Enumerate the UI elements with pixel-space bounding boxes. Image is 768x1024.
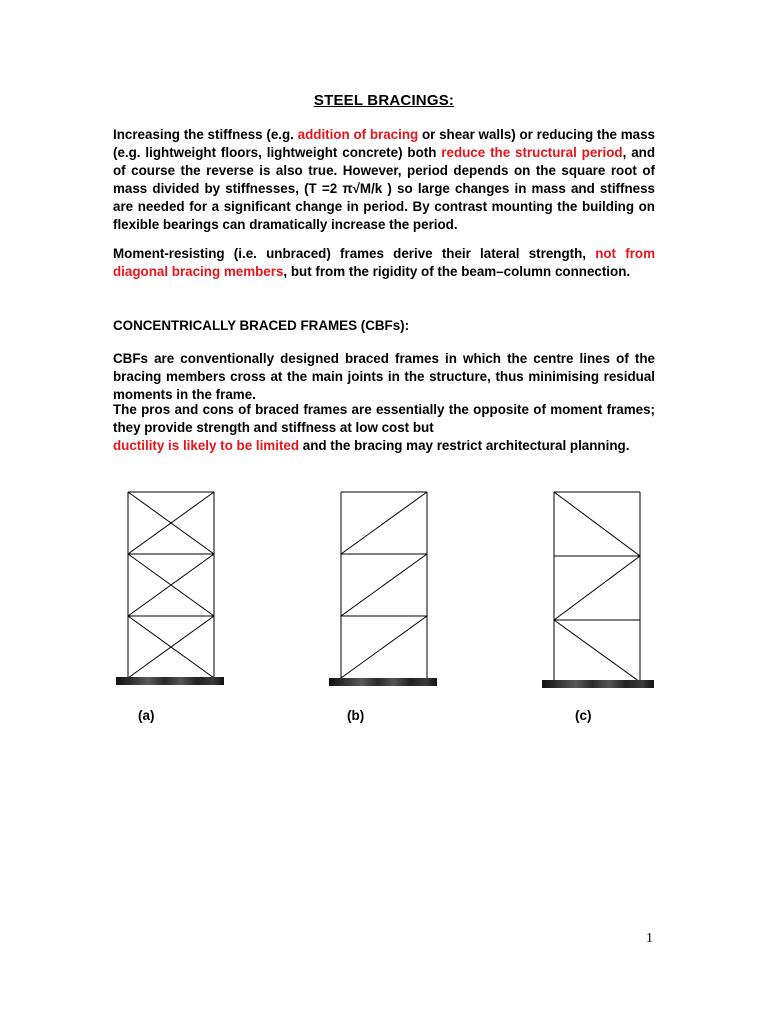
frame-c-brace — [554, 492, 640, 556]
frame-c-brace — [554, 556, 640, 620]
figure-caption-a: (a) — [138, 708, 155, 723]
intro-text-2: or shear walls) or reducing the mass (e.g. lightweight floors, lightweight concrete) both — [113, 127, 655, 161]
ductility-highlight: ductility is likely to be limited — [113, 438, 300, 453]
moment-text-2: , but from the rigidity of the beam–column connection. — [283, 264, 631, 280]
ductility-text: and the bracing may restrict architectural planning. — [299, 438, 630, 453]
intro-text-1: Increasing the stiffness (e.g. — [113, 127, 298, 142]
intro-highlight-bracing: addition of bracing — [297, 127, 419, 142]
intro-highlight-period: reduce the structural period — [441, 145, 623, 161]
frame-a-base — [116, 677, 224, 685]
frame-c-base — [542, 680, 654, 688]
frame-b-single-diagonal — [341, 492, 427, 680]
moment-highlight: not from diagonal bracing members — [113, 246, 655, 280]
frame-c-brace — [554, 620, 640, 682]
frame-c-zigzag-diagonal — [554, 492, 640, 682]
frame-a-x-braced — [128, 492, 214, 678]
frame-b-brace — [341, 616, 427, 678]
moment-text-1: Moment-resisting (i.e. unbraced) frames derive their lateral strength, — [113, 246, 596, 261]
figure-caption-c: (c) — [575, 708, 592, 723]
frame-b-brace — [341, 492, 427, 554]
frame-b-brace — [341, 554, 427, 616]
page-title: STEEL BRACINGS: — [313, 92, 455, 109]
figure-caption-b: (b) — [347, 708, 365, 723]
pros-cons-paragraph: The pros and cons of braced frames are essentially the opposite of moment frames; they provide strength and stiffness at low cost but — [113, 402, 655, 436]
intro-text-3: , and of course the reverse is also true. However, period depends on the square root of mass divided by stiffnesses, (T =2 π√M/k ) so large changes in mass and stiffness are needed for a significant change in period. By contrast mounting the building on flexible bearings can dramatically increase the period. — [113, 145, 655, 233]
page-number: 1 — [646, 931, 653, 946]
frame-b-base — [329, 678, 437, 686]
cbf-definition-paragraph: CBFs are conventionally designed braced frames in which the centre lines of the bracing members cross at the main joints in the structure, thus minimising residual moments in the frame. — [113, 351, 655, 403]
cbf-heading: CONCENTRICALLY BRACED FRAMES (CBFs): — [113, 318, 410, 333]
